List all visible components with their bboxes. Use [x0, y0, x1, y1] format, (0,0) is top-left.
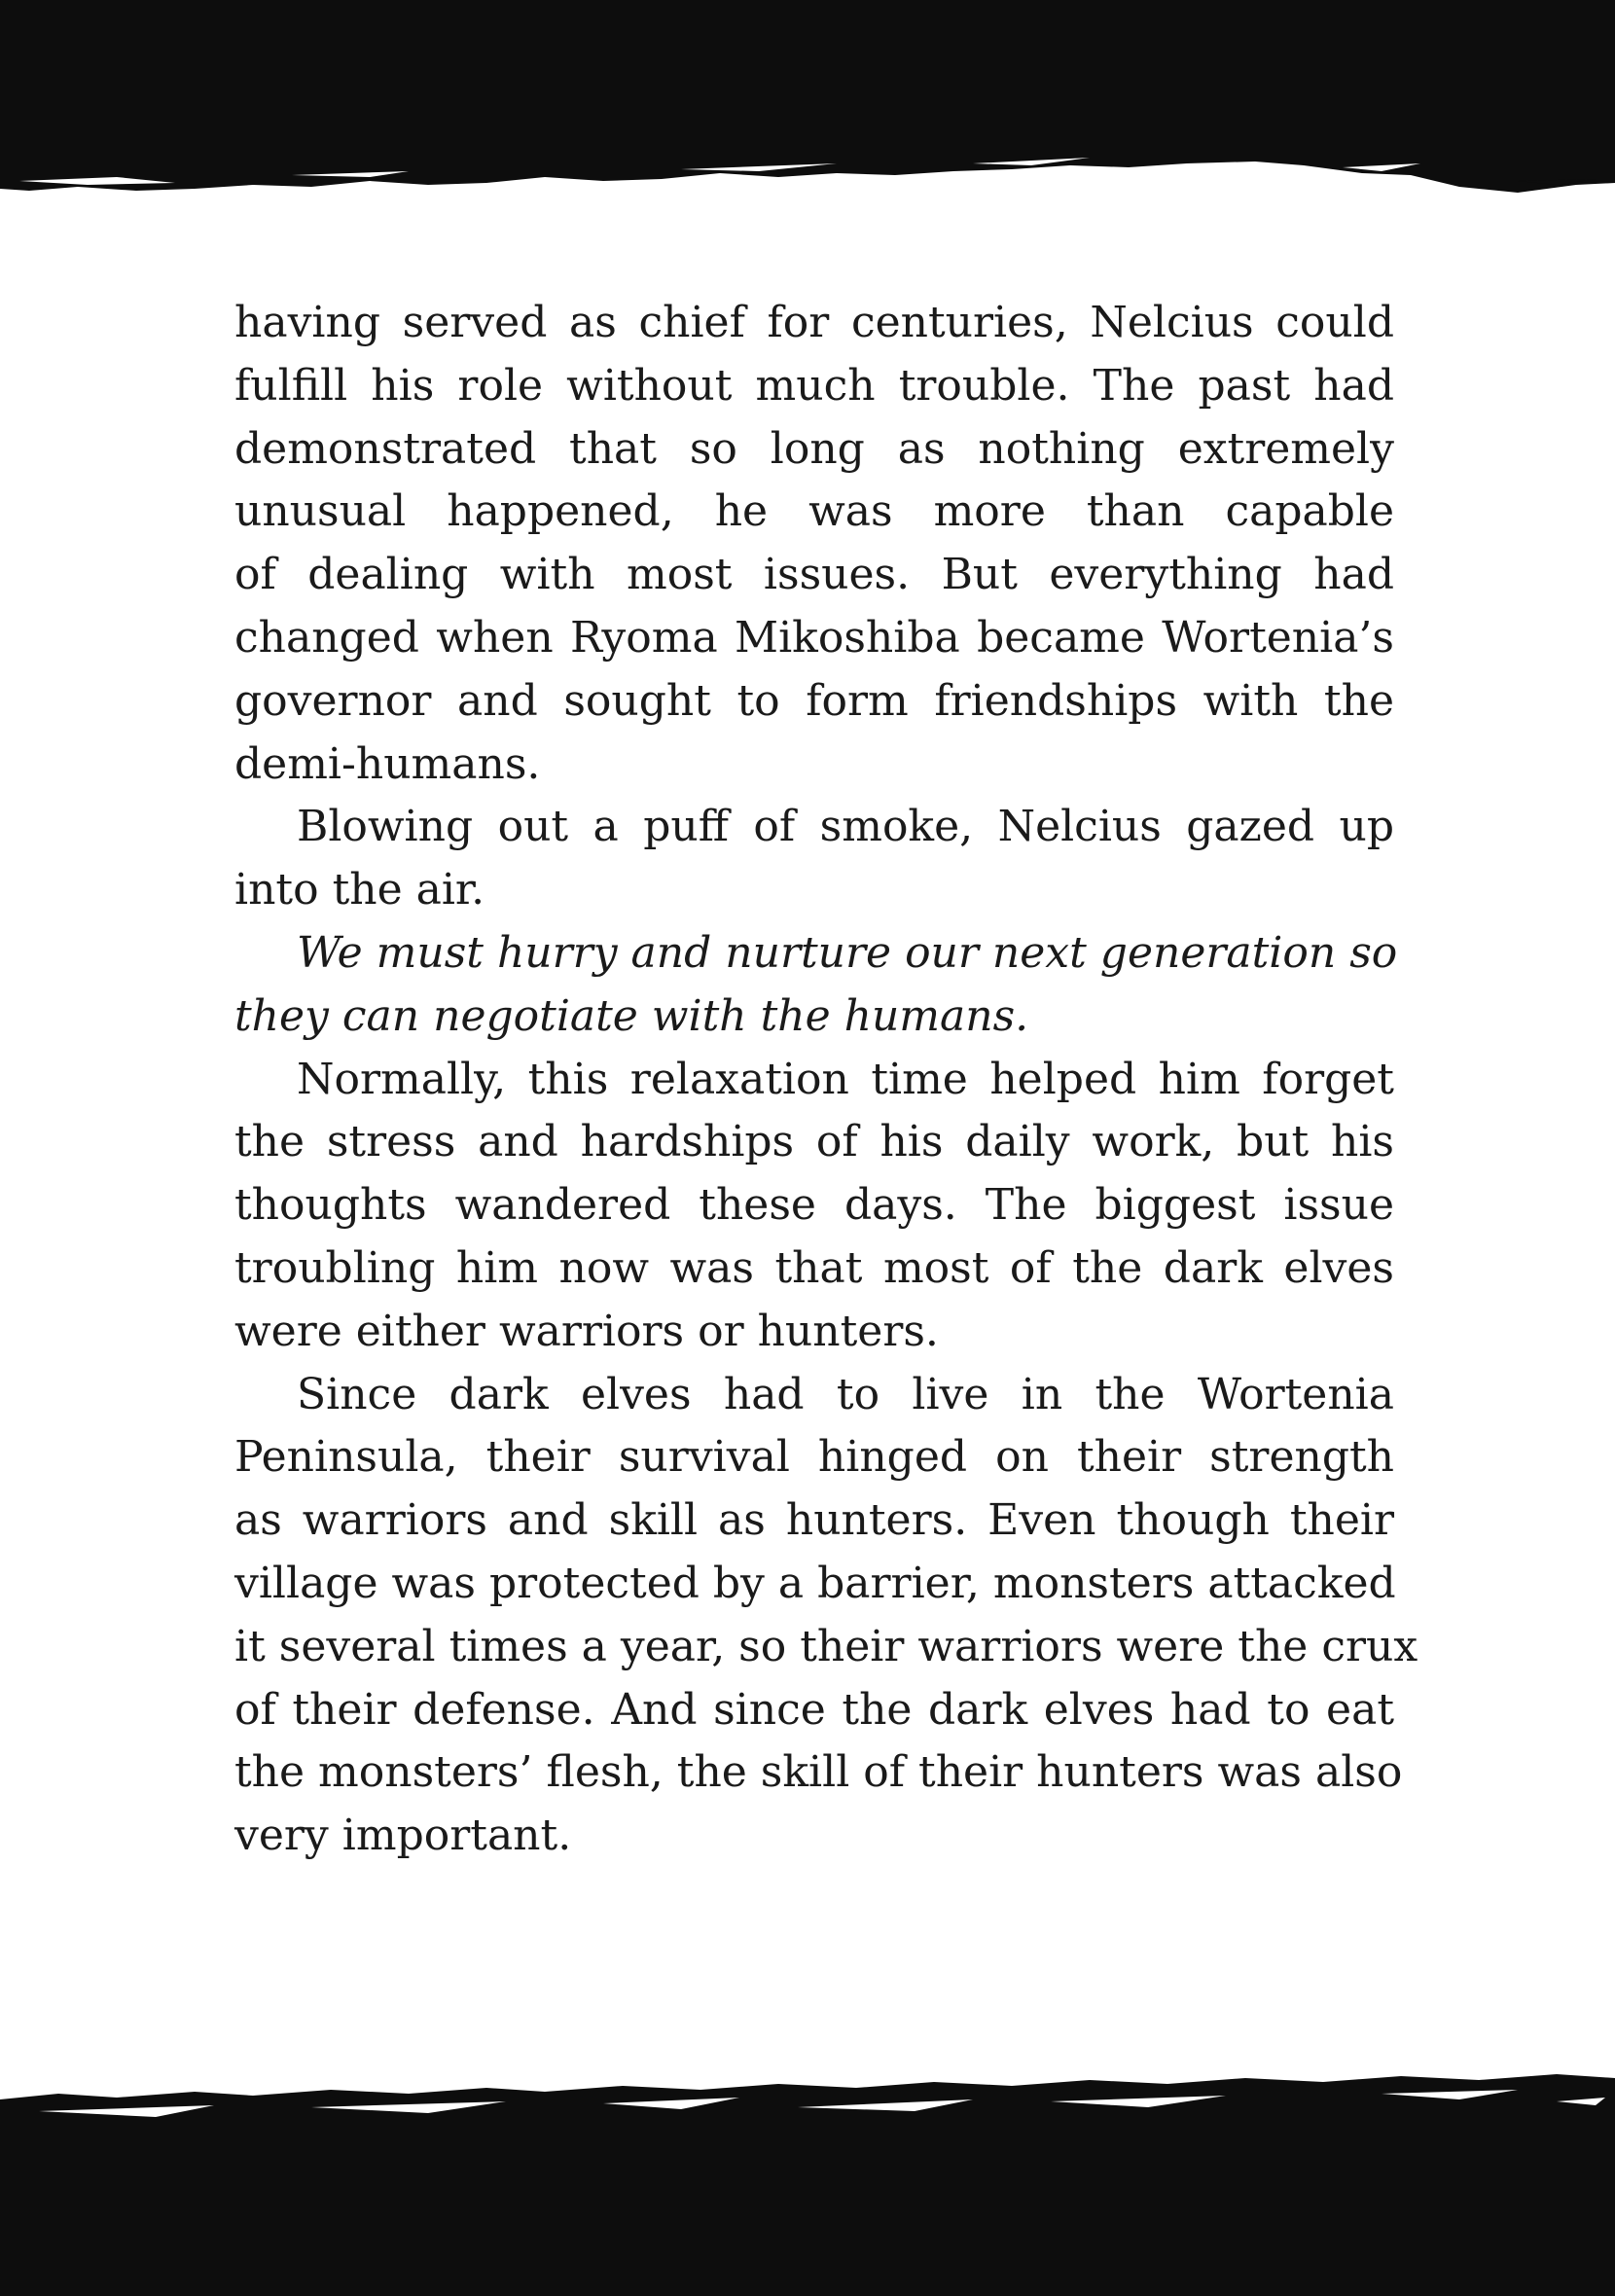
paragraph-2 [234, 796, 1394, 922]
text-line: Since dark elves had to live in the Wortenia [297, 1369, 1394, 1419]
body-text [234, 292, 1418, 1868]
text-line: governor and sought to form friendships with the [234, 675, 1394, 726]
paragraph-5 [234, 1364, 1418, 1868]
text-line: the stress and hardships of his daily work, but his [234, 1117, 1394, 1167]
text-line: thoughts wandered these days. The biggest issue [234, 1180, 1394, 1231]
text-line: very important. [234, 1811, 572, 1861]
text-line: Peninsula, their survival hinged on their strength [234, 1432, 1394, 1483]
text-line: unusual happened, he was more than capable [234, 486, 1394, 537]
text-line: were either warriors or hunters. [234, 1306, 939, 1356]
text-line: the monsters’ flesh, the skill of their hunters was also [234, 1747, 1403, 1798]
text-line: Blowing out a puff of smoke, Nelcius gazed up [297, 802, 1394, 852]
text-line: village was protected by a barrier, monsters attacked [234, 1558, 1396, 1608]
text-line: Normally, this relaxation time helped him forget [297, 1054, 1394, 1104]
text-line: having served as chief for centuries, Nelcius could [234, 298, 1394, 347]
text-line: of dealing with most issues. But everything had [234, 550, 1394, 600]
text-line: We must hurry and nurture our next generation so [297, 927, 1398, 978]
text-line: troubling him now was that most of the dark elves [234, 1242, 1394, 1293]
top-ink-border [0, 0, 1615, 204]
paragraph-3-italic-thought [234, 922, 1398, 1049]
text-line: demonstrated that so long as nothing extremely [234, 423, 1394, 474]
text-line: into the air. [234, 865, 485, 915]
text-line: they can negotiate with the humans. [234, 990, 1029, 1041]
text-line: of their defense. And since the dark elves had to eat [234, 1684, 1394, 1735]
text-line: demi-humans. [234, 738, 541, 789]
text-line: fulfill his role without much trouble. The past had [234, 360, 1394, 411]
text-line: changed when Ryoma Mikoshiba became Wortenia’s [234, 612, 1394, 663]
paragraph-1 [234, 292, 1394, 796]
text-line: it several times a year, so their warriors were the crux [234, 1621, 1418, 1671]
text-line: as warriors and skill as hunters. Even though their [234, 1495, 1394, 1546]
bottom-ink-border [0, 2072, 1615, 2296]
paragraph-4 [234, 1049, 1394, 1364]
